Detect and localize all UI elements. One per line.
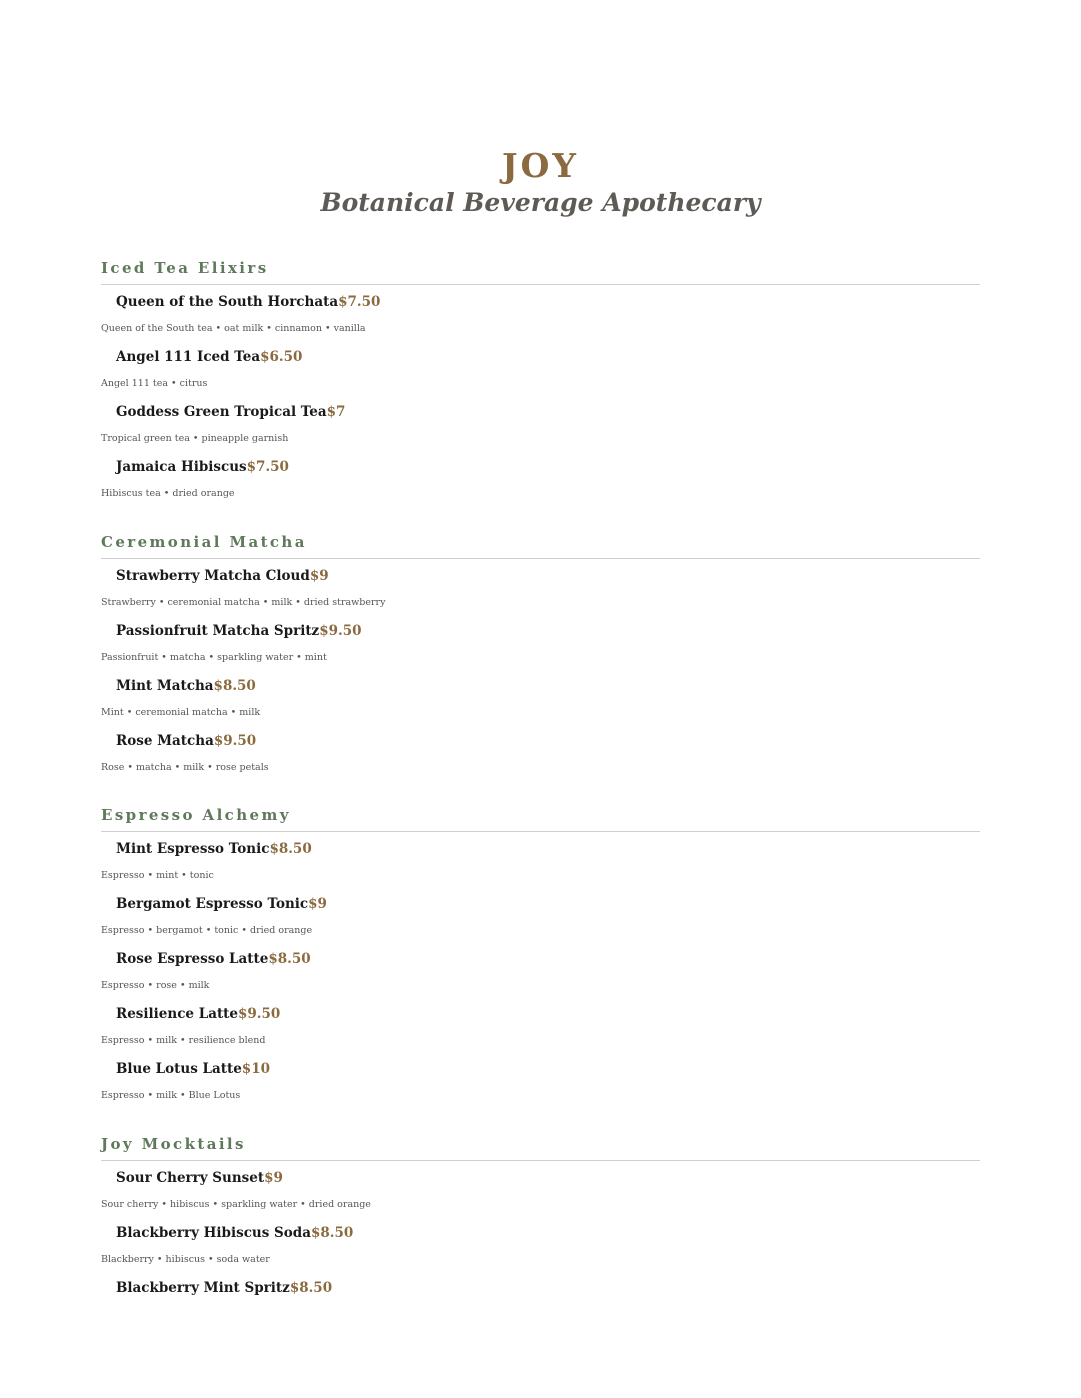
menu-header [101,145,980,219]
item-price: $8.50 [311,1225,354,1241]
item-price: $7 [326,404,346,420]
menu-item [101,669,980,724]
item-description: Espresso • milk • resilience blend [101,1035,266,1046]
item-description: Sour cherry • hibiscus • sparkling water • dried orange [101,1199,371,1210]
menu-item [101,559,980,614]
item-price: $8.50 [289,1280,333,1296]
item-name: Jamaica Hibiscus [116,459,247,475]
item-name: Blackberry Mint Spritz [116,1280,290,1296]
item-description: Espresso • mint • tonic [101,870,214,881]
item-description: Hibiscus tea • dried orange [101,488,235,499]
brand-tagline: Botanical Beverage Apothecary [320,188,761,217]
item-price: $9.50 [238,1006,281,1022]
menu-item [101,832,980,887]
item-name: Blue Lotus Latte [116,1061,242,1077]
menu-section-iced-tea-elixirs [101,258,980,505]
item-name: Rose Espresso Latte [116,951,269,967]
menu-item [101,1271,980,1326]
item-description: Angel 111 tea • citrus [101,378,208,389]
menu-section-joy-mocktails [101,1134,980,1326]
menu-item [101,450,980,505]
menu-item [101,1161,980,1216]
section-title: Joy Mocktails [101,1134,980,1161]
item-description: Espresso • bergamot • tonic • dried orange [101,925,313,936]
item-description: Espresso • rose • milk [101,980,210,991]
item-name: Queen of the South Horchata [116,294,339,310]
item-price: $9.50 [319,623,362,639]
menu-item [101,887,980,942]
item-price: $7.50 [246,459,289,475]
item-description: Rose • matcha • milk • rose petals [101,762,269,773]
section-title: Espresso Alchemy [101,805,980,832]
item-name: Mint Matcha [116,678,214,694]
item-name: Bergamot Espresso Tonic [116,896,309,912]
menu-item [101,285,980,340]
section-title: Iced Tea Elixirs [101,258,980,285]
item-price: $9 [264,1170,283,1186]
item-name: Resilience Latte [116,1006,239,1022]
item-name: Mint Espresso Tonic [116,841,270,857]
item-price: $9 [308,896,327,912]
menu-section-ceremonial-matcha [101,532,980,779]
item-price: $10 [241,1061,270,1077]
item-price: $7.50 [338,294,381,310]
menu-item [101,997,980,1052]
item-description: Passionfruit • matcha • sparkling water • mint [101,652,327,663]
menu-item [101,1052,980,1107]
item-price: $6.50 [260,349,303,365]
item-name: Goddess Green Tropical Tea [116,404,327,420]
item-description: Queen of the South tea • oat milk • cinnamon • vanilla [101,323,366,334]
menu-item [101,724,980,779]
item-price: $8.50 [213,678,256,694]
menu-item [101,1216,980,1271]
menu-item [101,942,980,997]
item-name: Rose Matcha [116,733,214,749]
menu-section-espresso-alchemy [101,805,980,1107]
item-name: Passionfruit Matcha Spritz [116,623,320,639]
menu-item [101,395,980,450]
section-title: Ceremonial Matcha [101,532,980,559]
brand-title: JOY [502,146,579,185]
item-description: Mint • ceremonial matcha • milk [101,707,261,718]
item-name: Sour Cherry Sunset [116,1170,265,1186]
item-name: Strawberry Matcha Cloud [116,568,310,584]
item-price: $9.50 [213,733,257,749]
item-price: $8.50 [268,951,311,967]
item-description: Blackberry • hibiscus • soda water [101,1254,270,1265]
item-description: Strawberry • ceremonial matcha • milk • dried strawberry [101,597,386,608]
item-name: Angel 111 Iced Tea [116,349,261,365]
item-price: $8.50 [269,841,312,857]
item-name: Blackberry Hibiscus Soda [116,1225,311,1241]
item-description: Espresso • milk • Blue Lotus [101,1090,241,1101]
item-price: $9 [309,568,329,584]
menu-item [101,340,980,395]
item-description: Tropical green tea • pineapple garnish [101,433,289,444]
menu-item [101,614,980,669]
